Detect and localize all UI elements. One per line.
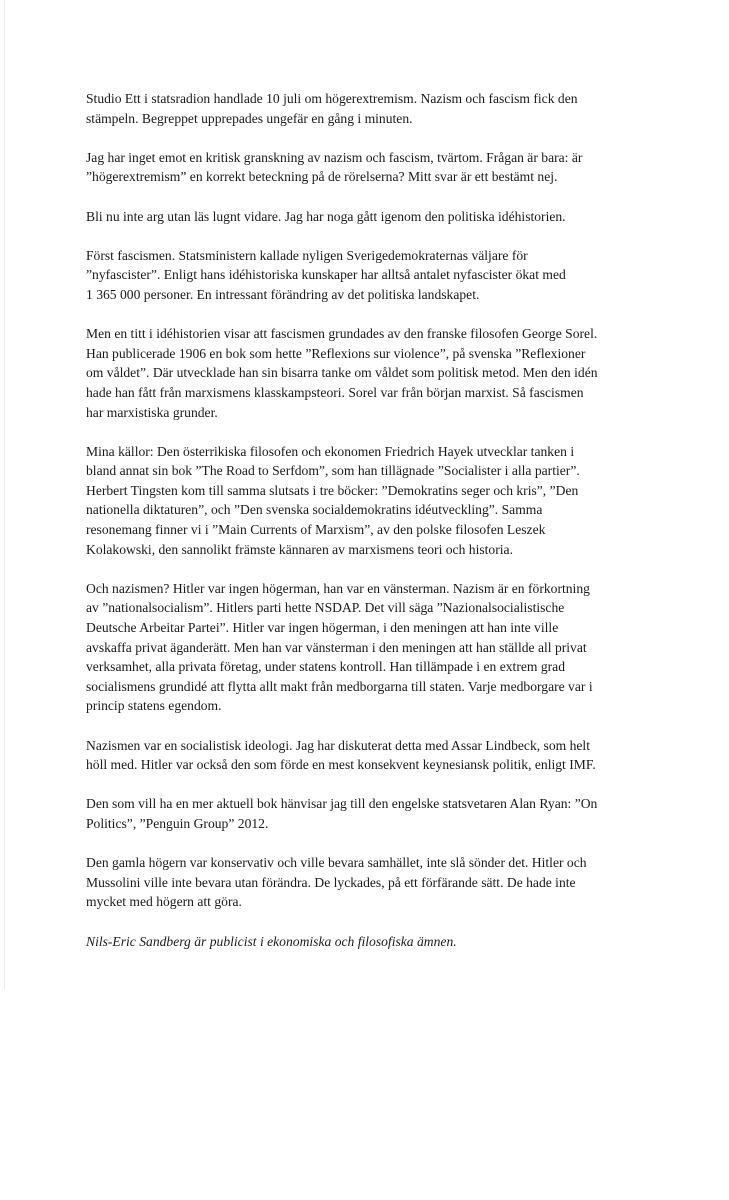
text-line: princip statens egendom. (86, 698, 222, 714)
paragraph (86, 579, 646, 716)
text-line: resonemang finner vi i ”Main Currents of Marxism”, av den polske filosofen Leszek (86, 522, 546, 538)
article-body (86, 89, 646, 951)
text-line: socialismens grundidé att flytta allt makt från medborgarna till staten. Varje medborgare var i (86, 678, 593, 694)
paragraph (86, 89, 646, 128)
text-line: verksamhet, alla privata företag, under statens kontroll. Han tillämpade i en extrem grad (86, 659, 566, 675)
paragraph (86, 148, 646, 187)
text-line: Den gamla högern var konservativ och ville bevara samhället, inte slå sönder det. Hitler och (86, 855, 587, 871)
text-line: Bli nu inte arg utan läs lugnt vidare. Jag har noga gått igenom den politiska idéhistorien. (86, 208, 566, 224)
paragraph (86, 246, 646, 305)
text-line: Han publicerade 1906 en bok som hette ”Reflexions sur violence”, på svenska ”Reflexioner (86, 345, 586, 361)
paragraph (86, 794, 646, 833)
text-line: avskaffa privat äganderätt. Men han var vänsterman i den meningen att han ställde all privat (86, 639, 587, 655)
text-line: Studio Ett i statsradion handlade 10 juli om högerextremism. Nazism och fascism fick den (86, 91, 578, 106)
text-line: av ”nationalsocialism”. Hitlers parti hette NSDAP. Det vill säga ”Nazionalsocialistische (86, 600, 565, 616)
text-line: mycket med högern att göra. (86, 894, 242, 910)
text-line: nationella diktaturen”, och ”Den svenska socialdemokratins idéutveckling”. Samma (86, 502, 543, 518)
text-line: Först fascismen. Statsministern kallade nyligen Sverigedemokraternas väljare för (86, 247, 528, 263)
paragraph (86, 736, 646, 775)
text-line: höll med. Hitler var också den som förde en mest konsekvent keynesiansk politik, enligt IMF. (86, 757, 596, 773)
scan-edge-shadow (4, 0, 5, 990)
paragraph (86, 442, 646, 560)
text-line: om våldet”. Där utvecklade han sin bisarra tanke om våldet som politisk metod. Men den idén (86, 365, 598, 381)
paragraph (86, 853, 646, 912)
text-line: Politics”, ”Penguin Group” 2012. (86, 815, 269, 831)
text-line: Deutsche Arbeitar Partei”. Hitler var ingen högerman, i den meningen att han inte ville (86, 620, 559, 636)
text-line: Den som vill ha en mer aktuell bok hänvisar jag till den engelske statsvetaren Alan Ryan: ”On (86, 796, 598, 812)
text-line: Jag har inget emot en kritisk granskning av nazism och fascism, tvärtom. Frågan är bara: är (86, 149, 583, 165)
text-line: ”nyfascister”. Enligt hans idéhistoriska kunskaper har alltså antalet nyfascister ökat med (86, 267, 566, 283)
text-line: stämpeln. Begreppet upprepades ungefär en gång i minuten. (86, 110, 413, 126)
text-line: Nazismen var en socialistisk ideologi. Jag har diskuterat detta med Assar Lindbeck, som helt (86, 737, 590, 753)
text-line: Kolakowski, den sannolikt främste kännaren av marxismens teori och historia. (86, 541, 513, 557)
text-line: Och nazismen? Hitler var ingen högerman, han var en vänsterman. Nazism är en förkortning (86, 580, 590, 596)
text-line: Herbert Tingsten kom till samma slutsats i tre böcker: ”Demokratins seger och kris”, ”Den (86, 482, 579, 498)
text-line: hade han fått från marxismens klasskampsteori. Sorel var från början marxist. Så fascismen (86, 384, 584, 400)
text-line: Men en titt i idéhistorien visar att fascismen grundades av den franske filosofen George Sorel. (86, 326, 598, 342)
byline: Nils-Eric Sandberg är publicist i ekonomiska och filosofiska ämnen. (86, 933, 457, 949)
paragraph (86, 324, 646, 422)
paragraph (86, 207, 646, 227)
text-line: Mussolini ville inte bevara utan förändra. De lyckades, på ett förfärande sätt. De hade inte (86, 874, 576, 890)
text-line: Mina källor: Den österrikiska filosofen och ekonomen Friedrich Hayek utvecklar tanken i (86, 443, 575, 459)
text-line: 1 365 000 personer. En intressant förändring av det politiska landskapet. (86, 286, 480, 302)
text-line: har marxistiska grunder. (86, 404, 218, 420)
text-line: ”högerextremism” en korrekt beteckning på de rörelserna? Mitt svar är ett bestämt nej. (86, 169, 558, 185)
text-line: bland annat sin bok ”The Road to Serfdom”, som han tillägnade ”Socialister i alla partier”. (86, 463, 580, 479)
